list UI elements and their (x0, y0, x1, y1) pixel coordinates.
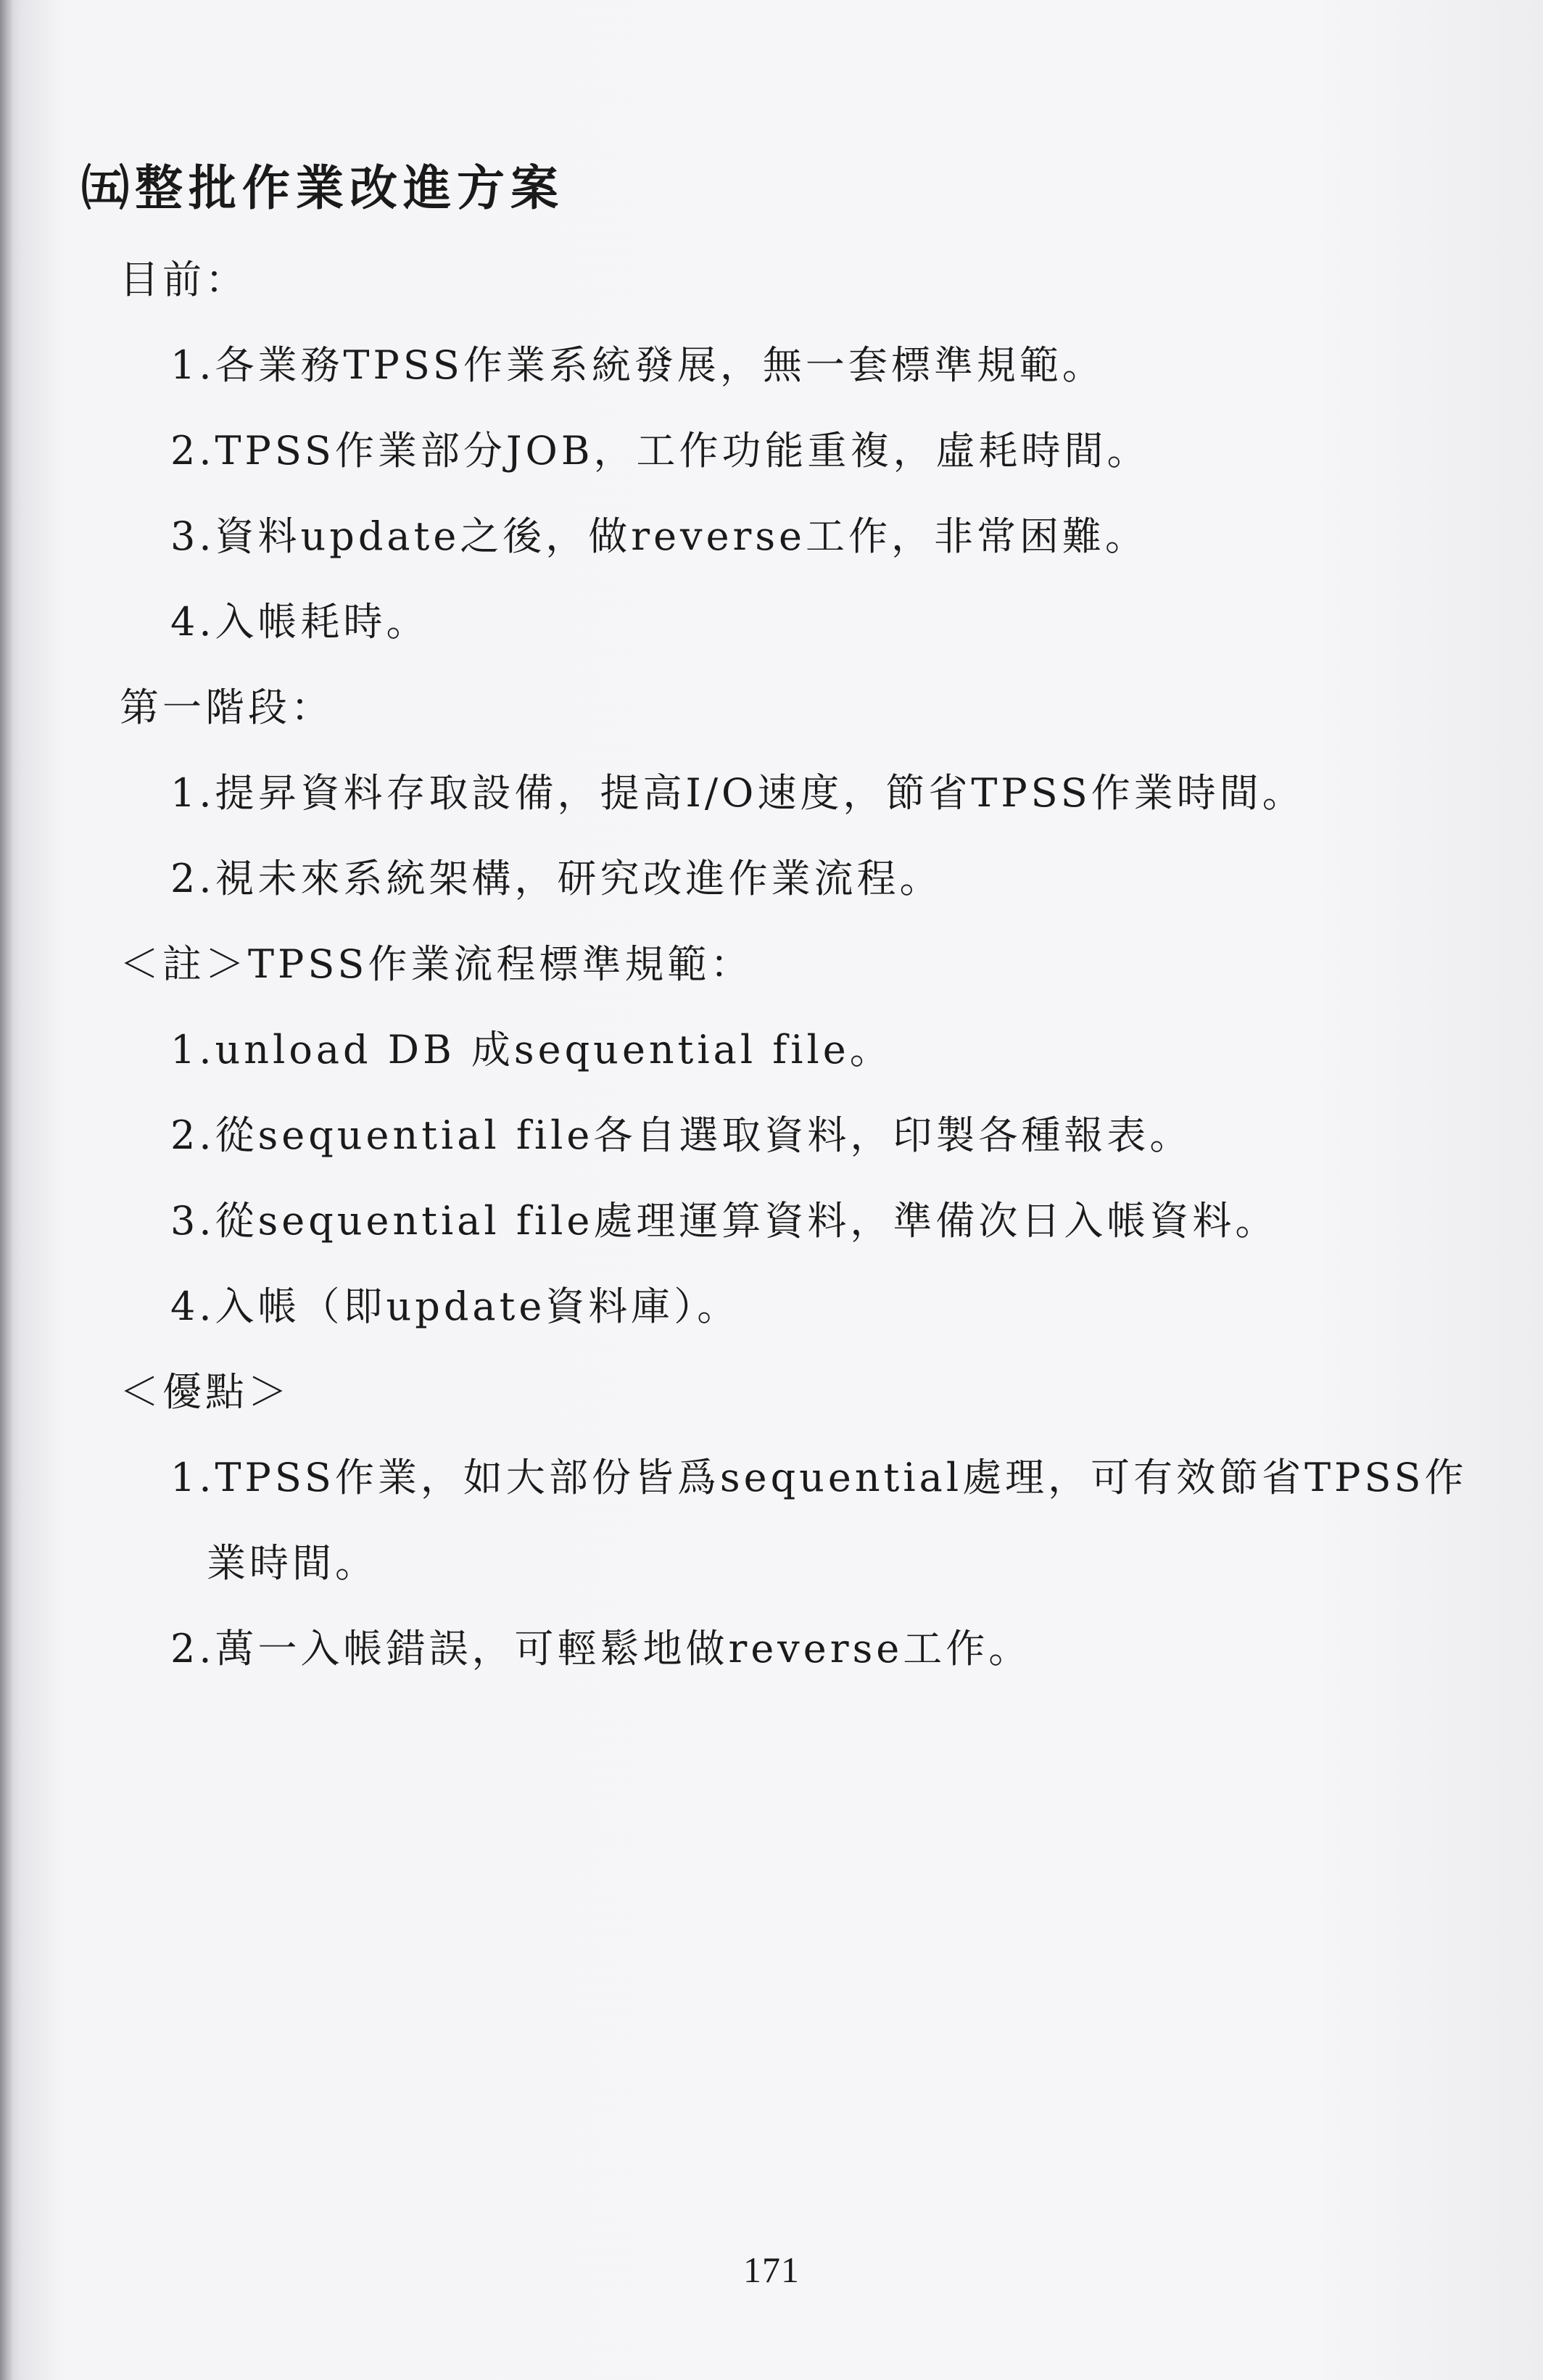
section-title-note: ＜註＞TPSS作業流程標準規範： (120, 941, 753, 987)
list-item: 2.從sequential file各自選取資料，印製各種報表。 (170, 1112, 1193, 1158)
list-item: 2.萬一入帳錯誤，可輕鬆地做reverse工作。 (170, 1626, 1032, 1672)
list-item: 1.unload DB 成sequential file。 (170, 1027, 893, 1073)
list-item: 1.TPSS作業，如大部份皆爲sequential處理，可有效節省TPSS作 (170, 1455, 1468, 1500)
section-title-advantages: ＜優點＞ (120, 1369, 291, 1415)
list-item: 4.入帳耗時。 (170, 599, 429, 645)
page-number: 171 (743, 2249, 800, 2290)
list-item: 4.入帳（即update資料庫）。 (170, 1284, 740, 1329)
list-item: 2.TPSS作業部分JOB，工作功能重複，虛耗時間。 (170, 428, 1150, 474)
list-item-continuation: 業時間。 (207, 1540, 378, 1586)
page-heading: ㈤整批作業改進方案 (81, 160, 564, 216)
section-title-phase-one: 第一階段： (120, 685, 334, 730)
book-spine-shadow (0, 0, 13, 2380)
list-item: 3.從sequential file處理運算資料，準備次日入帳資料。 (170, 1198, 1278, 1244)
list-item: 2.視未來系統架構，研究改進作業流程。 (170, 856, 943, 901)
list-item: 3.資料update之後，做reverse工作，非常困難。 (170, 513, 1149, 559)
list-item: 1.提昇資料存取設備，提高I/O速度，節省TPSS作業時間。 (170, 770, 1305, 816)
section-title-current: 目前： (120, 257, 248, 302)
list-item: 1.各業務TPSS作業系統發展，無一套標準規範。 (170, 342, 1105, 388)
